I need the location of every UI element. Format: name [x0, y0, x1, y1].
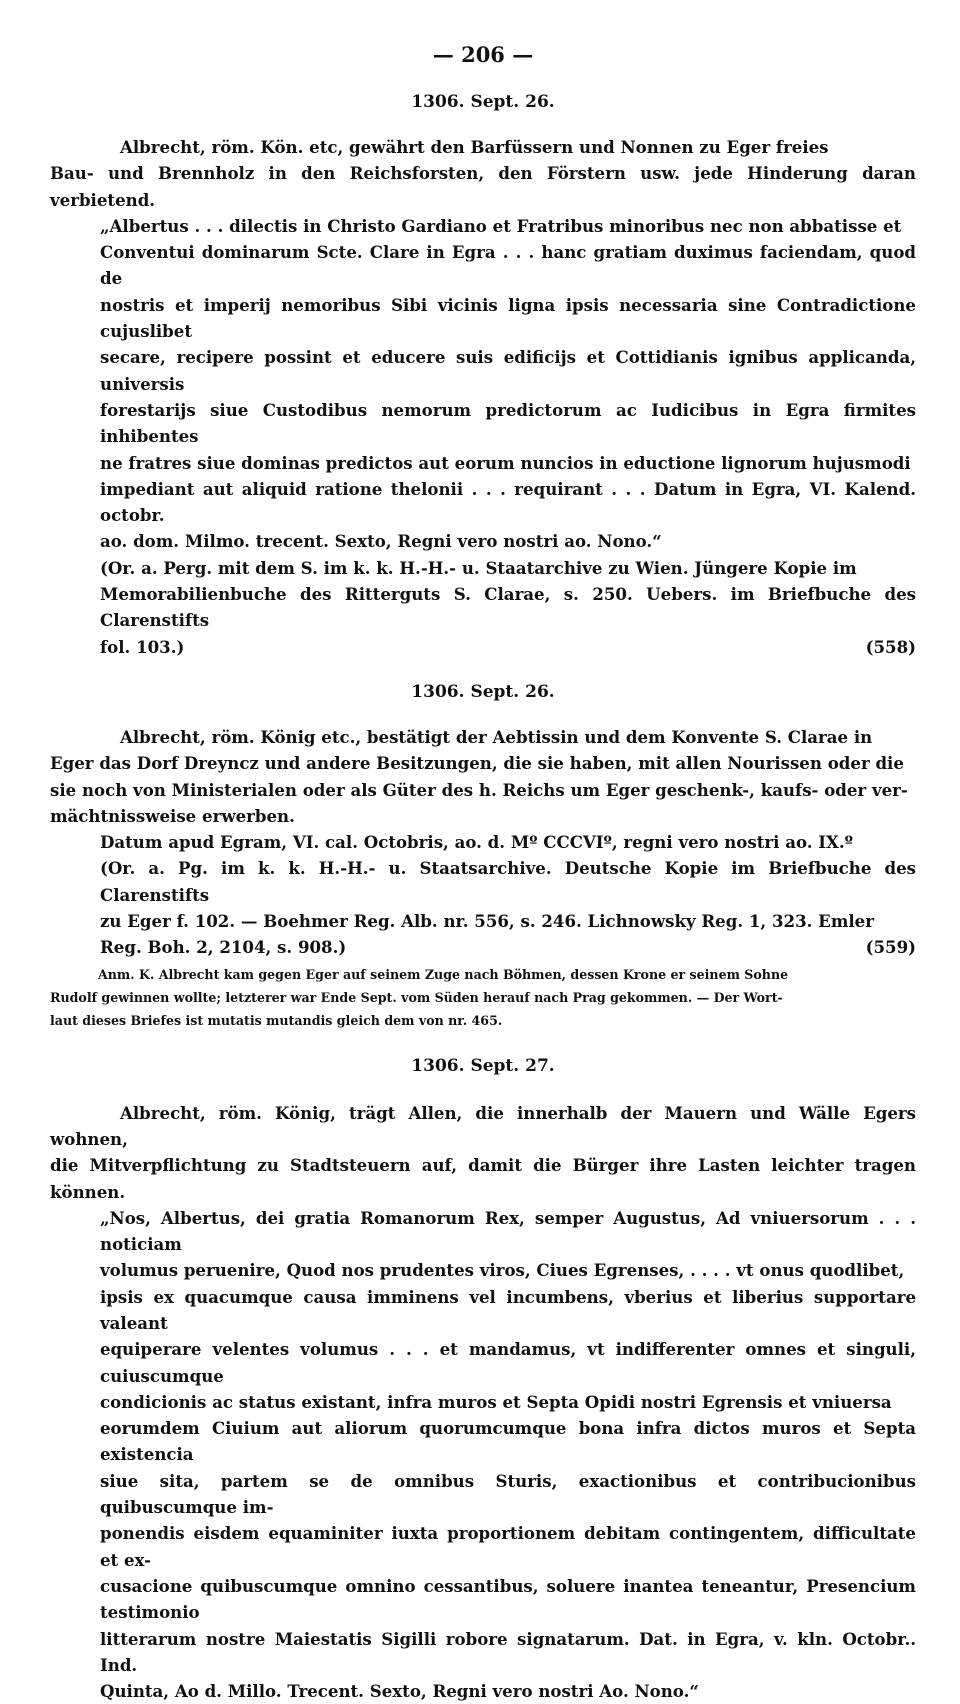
latin-line: impediant aut aliquid ratione thelonii . . . requirant . . . Datum in Egra, VI. Kalend. octobr. [100, 478, 916, 526]
latin-line: eorumdem Ciuium aut aliorum quorumcumque bona infra dictos muros et Septa existencia [100, 1418, 916, 1465]
entry-heading: 1306. Sept. 26. [411, 681, 555, 702]
latin-line: „Nos, Albertus, dei gratia Romanorum Rex, semper Augustus, Ad vniuersorum . . . noticiam [100, 1207, 916, 1255]
entry-558 [50, 90, 916, 660]
latin-line: Conventui dominarum Scte. Clare in Egra . . . hanc gratiam duximus faciendam, quod de [100, 242, 916, 289]
latin-line: „Albertus . . . dilectis in Christo Gardiano et Fratribus minoribus nec non abbatisse et [100, 215, 902, 236]
latin-line: ao. dom. Milmo. trecent. Sexto, Regni vero nostri ao. Nono.“ [100, 531, 662, 552]
summary-line: Albrecht, röm. König, trägt Allen, die innerhalb der Mauern und Wälle Egers wohnen, [50, 1102, 916, 1149]
latin-line: siue sita, partem se de omnibus Sturis, exactionibus et contribucionibus quibuscumque im- [100, 1470, 916, 1518]
summary-line: sie noch von Ministerialen oder als Güter des h. Reichs um Eger geschenk-, kaufs- oder ver- [50, 779, 908, 800]
entry-560 [50, 1054, 916, 1704]
summary-line: Eger das Dorf Dreyncz und andere Besitzungen, die sie haben, mit allen Nourissen oder die [50, 753, 904, 774]
document-page [50, 42, 916, 1704]
source-line: (Or. a. Pg. im k. k. H.-H.- u. Staatsarchive. Deutsche Kopie im Briefbuche des Clarenstifts [100, 858, 916, 905]
source-line: (Or. a. Perg. mit dem S. im k. k. H.-H.- u. Staatarchive zu Wien. Jüngere Kopie im [100, 557, 857, 578]
latin-line: ne fratres siue dominas predictos aut eorum nuncios in eductione lignorum hujusmodi [100, 452, 911, 473]
latin-line: litterarum nostre Maiestatis Sigilli robore signatarum. Dat. in Egra, v. kln. Octobr.. Ind. [100, 1628, 916, 1675]
source-line: fol. 103.) [100, 636, 185, 657]
latin-line: secare, recipere possint et educere suis edificijs et Cottidianis ignibus applicanda, universis [100, 347, 916, 394]
annotation [50, 963, 916, 1032]
source-line: Reg. Boh. 2, 2104, s. 908.) [100, 937, 347, 958]
note-line: Rudolf gewinnen wollte; letzterer war Ende Sept. vom Süden herauf nach Prag gekommen. — Der Wort- [50, 989, 783, 1005]
latin-line: volumus peruenire, Quod nos prudentes viros, Ciues Egrenses, . . . . vt onus quodlibet, [100, 1260, 905, 1281]
latin-line: nostris et imperij nemoribus Sibi vicinis ligna ipsis necessaria sine Contradictione cujuslibet [100, 294, 916, 342]
latin-line: forestarijs siue Custodibus nemorum predictorum ac Iudicibus in Egra firmites inhibentes [100, 399, 916, 447]
summary-line: Albrecht, röm. König etc., bestätigt der Aebtissin und dem Konvente S. Clarae in [120, 726, 873, 747]
entry-number: (558) [865, 636, 916, 657]
source-last-row [50, 934, 916, 960]
latin-line: equiperare velentes volumus . . . et mandamus, vt indifferenter omnes et singuli, cuiuscumque [100, 1339, 916, 1386]
source-last-row [50, 634, 916, 660]
entry-559 [50, 680, 916, 1032]
latin-line: ipsis ex quacumque causa imminens vel incumbens, vberius et liberius supportare valeant [100, 1286, 916, 1333]
summary-line: Albrecht, röm. Kön. etc, gewährt den Barfüssern und Nonnen zu Eger freies [120, 137, 829, 157]
source-line: Memorabilienbuche des Ritterguts S. Clarae, s. 250. Uebers. im Briefbuche des Clarenstifts [100, 584, 916, 631]
latin-line: Quinta, Ao d. Millo. Trecent. Sexto, Regni vero nostri Ao. Nono.“ [100, 1681, 699, 1702]
datum-line: Datum apud Egram, VI. cal. Octobris, ao. d. Mº CCCVIº, regni vero nostri ao. IX.º [100, 832, 853, 853]
latin-line: condicionis ac status existant, infra muros et Septa Opidi nostri Egrensis et vniuersa [100, 1391, 892, 1412]
note-line: Anm. K. Albrecht kam gegen Eger auf seinem Zuge nach Böhmen, dessen Krone er seinem Sohne [98, 966, 789, 982]
entry-heading: 1306. Sept. 27. [411, 1055, 555, 1076]
entry-heading: 1306. Sept. 26. [411, 92, 555, 112]
summary-line: die Mitverpflichtung zu Stadtsteuern auf, damit die Bürger ihre Lasten leichter tragen können. [50, 1155, 916, 1202]
summary-line: Bau- und Brennholz in den Reichsforsten, den Förstern usw. jede Hinderung daran verbietend. [50, 163, 916, 210]
note-line: laut dieses Briefes ist mutatis mutandis gleich dem von nr. 465. [50, 1012, 503, 1028]
entry-number: (559) [865, 937, 916, 958]
summary-line: mächtnissweise erwerben. [50, 805, 295, 826]
source-line: zu Eger f. 102. — Boehmer Reg. Alb. nr. 556, s. 246. Lichnowsky Reg. 1, 323. Emler [100, 911, 874, 932]
latin-line: cusacione quibuscumque omnino cessantibus, soluere inantea teneantur, Presencium testimonio [100, 1575, 916, 1623]
page-number: — 206 — [432, 42, 534, 67]
latin-line: ponendis eisdem equaminiter iuxta proportionem debitam contingentem, difficultate et ex- [100, 1523, 916, 1570]
